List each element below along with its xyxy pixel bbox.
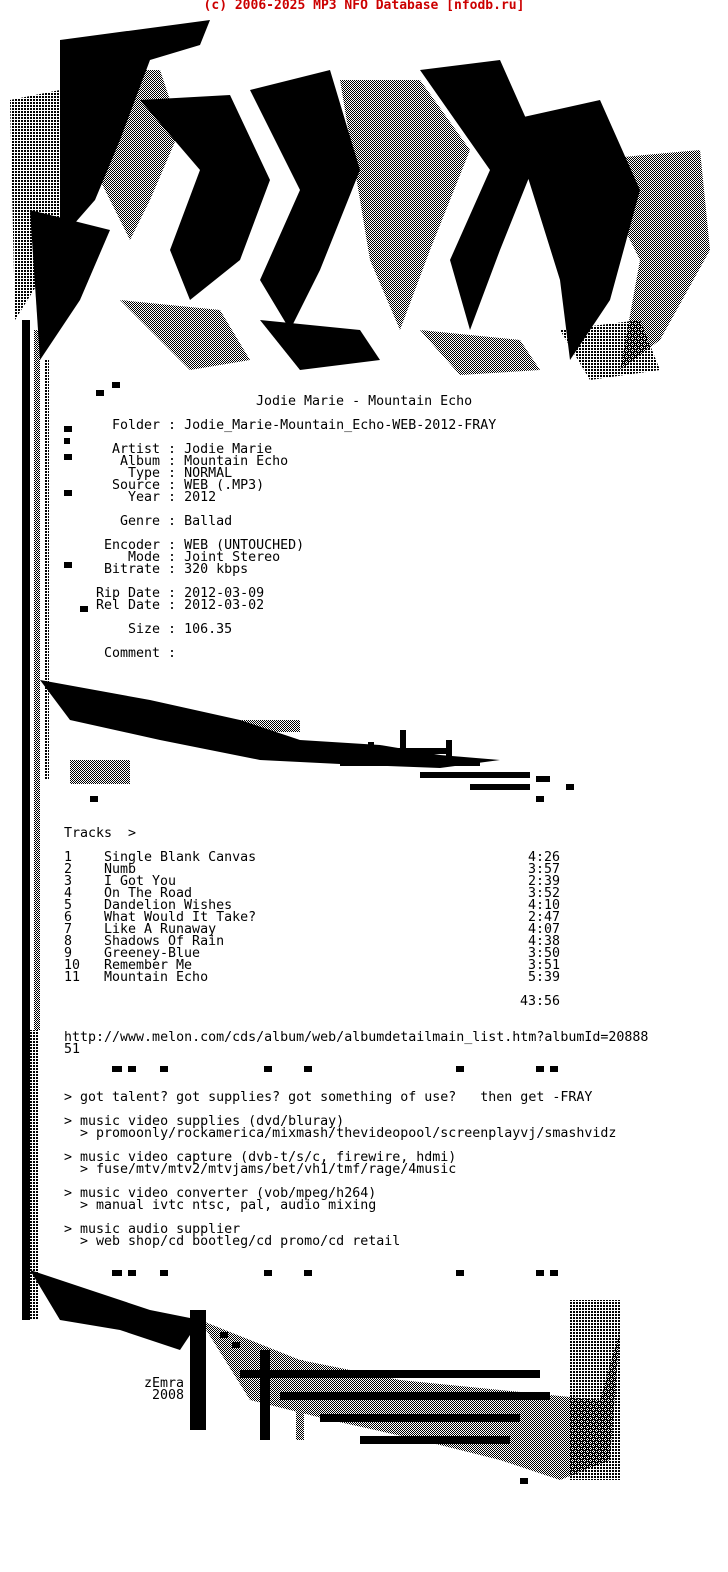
group-item-heading: > music video converter (vob/mpeg/h264) bbox=[64, 1186, 377, 1201]
site-header: (c) 2006-2025 MP3 NFO Database [nfodb.ru] bbox=[203, 0, 525, 13]
track-title: Like A Runaway bbox=[104, 922, 217, 937]
track-duration: 4:26 bbox=[528, 850, 561, 865]
field-rip-date: Rip Date : 2012-03-09 bbox=[96, 586, 265, 601]
release-title: Jodie Marie - Mountain Echo bbox=[256, 394, 473, 409]
track-number: 3 bbox=[64, 874, 73, 889]
group-item-detail: > fuse/mtv/mtv2/mtvjams/bet/vh1/tmf/rage/4music bbox=[64, 1162, 457, 1177]
group-item-detail: > promoonly/rockamerica/mixmash/thevideopool/screenplayvj/smashvidz bbox=[64, 1126, 617, 1141]
group-item-heading: > music audio supplier bbox=[64, 1222, 241, 1237]
field-bitrate: Bitrate : 320 kbps bbox=[104, 562, 249, 577]
field-comment: Comment : bbox=[104, 646, 185, 661]
track-title: Single Blank Canvas bbox=[104, 850, 257, 865]
field-type: Type : NORMAL bbox=[128, 466, 233, 481]
track-title: Remember Me bbox=[104, 958, 193, 973]
track-title: Mountain Echo bbox=[104, 970, 209, 985]
track-number: 11 bbox=[64, 970, 81, 985]
group-item-heading: > music video capture (dvb-t/s/c, firewire, hdmi) bbox=[64, 1150, 457, 1165]
field-source: Source : WEB (.MP3) bbox=[112, 478, 265, 493]
track-duration: 2:47 bbox=[528, 910, 561, 925]
group-tagline: > got talent? got supplies? got something of use? then get -FRAY bbox=[64, 1090, 593, 1105]
track-duration: 4:10 bbox=[528, 898, 561, 913]
track-title: Dandelion Wishes bbox=[104, 898, 233, 913]
field-mode: Mode : Joint Stereo bbox=[128, 550, 281, 565]
total-time: 43:56 bbox=[520, 994, 561, 1009]
track-number: 1 bbox=[64, 850, 73, 865]
track-number: 4 bbox=[64, 886, 73, 901]
track-number: 9 bbox=[64, 946, 73, 961]
track-duration: 2:39 bbox=[528, 874, 561, 889]
track-duration: 4:07 bbox=[528, 922, 561, 937]
track-duration: 4:38 bbox=[528, 934, 561, 949]
track-duration: 5:39 bbox=[528, 970, 561, 985]
track-title: Greeney-Blue bbox=[104, 946, 201, 961]
track-title: On The Road bbox=[104, 886, 193, 901]
group-item-heading: > music video supplies (dvd/bluray) bbox=[64, 1114, 345, 1129]
track-title: Numb bbox=[104, 862, 137, 877]
field-artist: Artist : Jodie Marie bbox=[112, 442, 273, 457]
track-title: Shadows Of Rain bbox=[104, 934, 225, 949]
track-number: 8 bbox=[64, 934, 73, 949]
album-url[interactable]: http://www.melon.com/cds/album/web/albumdetailmain_list.htm?albumId=20888 bbox=[64, 1030, 649, 1045]
field-year: Year : 2012 bbox=[128, 490, 217, 505]
field-folder: Folder : Jodie_Marie-Mountain_Echo-WEB-2012-FRAY bbox=[112, 418, 497, 433]
footer-year: 2008 bbox=[152, 1388, 185, 1403]
logo-tag: zEmra bbox=[550, 130, 591, 145]
track-duration: 3:50 bbox=[528, 946, 561, 961]
field-genre: Genre : Ballad bbox=[120, 514, 233, 529]
track-number: 6 bbox=[64, 910, 73, 925]
footer-tag: zEmra bbox=[144, 1376, 185, 1391]
track-title: What Would It Take? bbox=[104, 910, 257, 925]
field-album: Album : Mountain Echo bbox=[120, 454, 289, 469]
field-encoder: Encoder : WEB (UNTOUCHED) bbox=[104, 538, 305, 553]
field-rel-date: Rel Date : 2012-03-02 bbox=[96, 598, 265, 613]
group-item-detail: > web shop/cd bootleg/cd promo/cd retail bbox=[64, 1234, 401, 1249]
track-number: 5 bbox=[64, 898, 73, 913]
track-number: 2 bbox=[64, 862, 73, 877]
track-duration: 3:52 bbox=[528, 886, 561, 901]
field-size: Size : 106.35 bbox=[128, 622, 233, 637]
track-number: 7 bbox=[64, 922, 73, 937]
track-title: I Got You bbox=[104, 874, 177, 889]
tracks-heading: Tracks > bbox=[64, 826, 137, 841]
album-url-continued[interactable]: 51 bbox=[64, 1042, 81, 1057]
track-duration: 3:57 bbox=[528, 862, 561, 877]
group-item-detail: > manual ivtc ntsc, pal, audio mixing bbox=[64, 1198, 377, 1213]
track-number: 10 bbox=[64, 958, 81, 973]
track-duration: 3:51 bbox=[528, 958, 561, 973]
